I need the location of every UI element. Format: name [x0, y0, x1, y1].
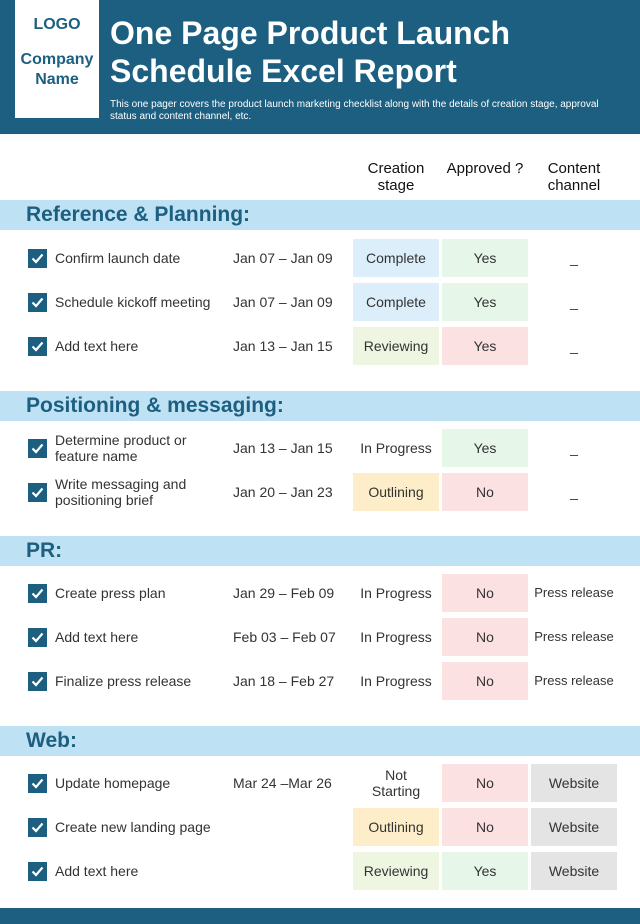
creation-stage-cell: Complete	[353, 239, 439, 277]
task-name: Update homepage	[55, 775, 171, 791]
content-channel-cell: Press release	[534, 673, 614, 688]
approved-cell: No	[442, 808, 528, 846]
content-channel-cell: Website	[531, 764, 617, 802]
approved-cell: Yes	[442, 429, 528, 467]
content-channel-cell: Press release	[534, 629, 614, 644]
checkbox-checked-icon[interactable]	[28, 337, 47, 356]
checkbox-checked-icon[interactable]	[28, 862, 47, 881]
section-bar-web	[0, 726, 640, 756]
approved-cell: Yes	[442, 239, 528, 277]
content-channel-cell: Website	[531, 852, 617, 890]
creation-stage-cell: In Progress	[360, 673, 432, 689]
section-bar-pr	[0, 536, 640, 566]
creation-stage-cell: Reviewing	[353, 327, 439, 365]
content-channel-cell: _	[570, 440, 578, 456]
task-name: Create press plan	[55, 585, 166, 601]
checkbox-checked-icon[interactable]	[28, 293, 47, 312]
checkbox-checked-icon[interactable]	[28, 439, 47, 458]
task-name: Confirm launch date	[55, 250, 181, 266]
task-name: Write messaging and positioning brief	[55, 476, 187, 508]
task-date: Mar 24 –Mar 26	[233, 775, 332, 791]
task-name: Add text here	[55, 863, 139, 879]
table-row	[0, 426, 640, 470]
task-date: Jan 20 – Jan 23	[233, 484, 333, 500]
task-name: Add text here	[55, 629, 139, 645]
company-name: Company Name	[20, 51, 94, 88]
approved-cell: No	[442, 764, 528, 802]
section-title: Reference & Planning:	[26, 203, 251, 226]
table-row	[0, 571, 640, 615]
checkbox-checked-icon[interactable]	[28, 628, 47, 647]
creation-stage-cell: Complete	[353, 283, 439, 321]
table-row	[0, 659, 640, 703]
section-title: Positioning & messaging:	[26, 394, 284, 417]
column-header-approved: Approved ?	[446, 160, 524, 177]
task-name: Add text here	[55, 338, 139, 354]
approved-cell: No	[442, 618, 528, 656]
task-date: Jan 13 – Jan 15	[233, 338, 333, 354]
table-row	[0, 849, 640, 893]
column-header-creation-stage: Creation stage	[367, 160, 425, 194]
task-name: Schedule kickoff meeting	[55, 294, 211, 310]
table-row	[0, 324, 640, 368]
task-date	[233, 849, 348, 893]
table-row	[0, 615, 640, 659]
column-header-content-channel: Content channel	[547, 160, 601, 194]
content-channel-cell: Press release	[534, 585, 614, 600]
approved-cell: Yes	[442, 327, 528, 365]
creation-stage-cell: In Progress	[360, 585, 432, 601]
footer-bar	[0, 908, 640, 924]
task-date: Jan 18 – Feb 27	[233, 673, 335, 689]
creation-stage-cell: Not Starting	[371, 767, 421, 799]
creation-stage-cell: Outlining	[353, 808, 439, 846]
checkbox-checked-icon[interactable]	[28, 584, 47, 603]
approved-cell: No	[442, 473, 528, 511]
task-name: Finalize press release	[55, 673, 192, 689]
creation-stage-cell: In Progress	[360, 629, 432, 645]
section-title: PR:	[26, 539, 63, 562]
approved-cell: Yes	[442, 852, 528, 890]
creation-stage-cell: In Progress	[360, 440, 432, 456]
task-date: Jan 07 – Jan 09	[233, 250, 333, 266]
checkbox-checked-icon[interactable]	[28, 249, 47, 268]
table-row	[0, 236, 640, 280]
task-name: Create new landing page	[55, 819, 211, 835]
logo-box	[15, 0, 99, 118]
checkbox-checked-icon[interactable]	[28, 672, 47, 691]
section-title: Web:	[26, 729, 77, 752]
page-title: One Page Product Launch Schedule Excel Report	[110, 15, 511, 89]
logo: LOGO	[33, 16, 81, 33]
table-row	[0, 280, 640, 324]
table-row	[0, 761, 640, 805]
checkbox-checked-icon[interactable]	[28, 774, 47, 793]
table-row	[0, 805, 640, 849]
content-channel-cell: _	[570, 484, 578, 500]
task-date: Jan 29 – Feb 09	[233, 585, 335, 601]
task-date: Feb 03 – Feb 07	[233, 629, 336, 645]
table-row	[0, 470, 640, 514]
task-date: Jan 13 – Jan 15	[233, 440, 333, 456]
approved-cell: No	[442, 574, 528, 612]
task-date	[233, 805, 348, 849]
section-bar-positioning-messaging	[0, 391, 640, 421]
header	[0, 0, 640, 134]
content-channel-cell: _	[570, 294, 578, 310]
checkbox-checked-icon[interactable]	[28, 818, 47, 837]
creation-stage-cell: Reviewing	[353, 852, 439, 890]
content-channel-cell: Website	[531, 808, 617, 846]
task-name: Determine product or feature name	[55, 432, 187, 464]
approved-cell: Yes	[442, 283, 528, 321]
checkbox-checked-icon[interactable]	[28, 483, 47, 502]
creation-stage-cell: Outlining	[353, 473, 439, 511]
approved-cell: No	[442, 662, 528, 700]
content-channel-cell: _	[570, 338, 578, 354]
page-subtitle: This one pager covers the product launch marketing checklist along with the details of creation stage, approval status and content channel, etc.	[110, 99, 599, 122]
task-date: Jan 07 – Jan 09	[233, 294, 333, 310]
content-channel-cell: _	[570, 250, 578, 266]
section-bar-reference-planning	[0, 200, 640, 230]
